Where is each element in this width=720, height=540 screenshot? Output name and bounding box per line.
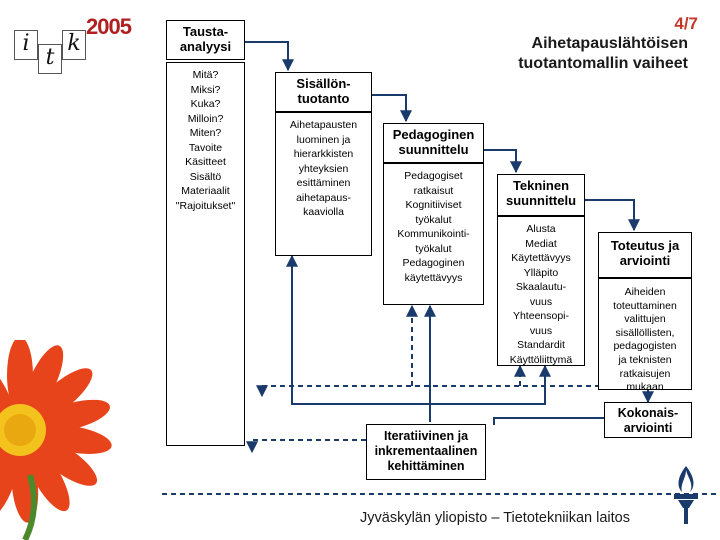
iterative-line-2: inkrementaalinen bbox=[374, 444, 478, 458]
list-item: kaaviolla bbox=[303, 206, 344, 218]
arrow-tekninen-to-toteutus bbox=[585, 200, 634, 230]
list-item: Mitä? bbox=[192, 69, 219, 81]
page-title-line-2: tuotantomallin vaiheet bbox=[518, 55, 688, 72]
list-item: työkalut bbox=[415, 213, 452, 226]
university-torch-logo bbox=[668, 464, 704, 526]
phase-sisallon-header-line-2: tuotanto bbox=[297, 91, 350, 106]
list-item: Milloin? bbox=[187, 112, 224, 125]
list-item: vuus bbox=[529, 324, 553, 337]
phase-pedagoginen-header bbox=[383, 123, 484, 163]
list-item: Yhteensopi- bbox=[512, 310, 570, 322]
page-title-line-1: Aihetapauslähtöisen bbox=[531, 35, 688, 52]
arrow-sisallon-to-pedagoginen bbox=[372, 95, 406, 121]
list-item: Miksi? bbox=[190, 83, 221, 96]
list-item: luominen ja bbox=[296, 133, 351, 146]
list-item: pedagogisten bbox=[613, 340, 677, 353]
phase-tausta-items bbox=[166, 62, 245, 446]
list-item: Mediat bbox=[525, 237, 557, 250]
iterative-line-1: Iteratiivinen ja bbox=[383, 429, 469, 443]
list-item: Aihetapausten bbox=[289, 119, 358, 131]
list-item: Materiaalit bbox=[181, 185, 230, 197]
flower-image bbox=[0, 340, 160, 540]
list-item: Kognitiiviset bbox=[405, 199, 462, 211]
list-item: Kuka? bbox=[190, 98, 221, 110]
phase-tekninen-items bbox=[497, 216, 585, 366]
final-evaluation-line-2: arviointi bbox=[623, 421, 673, 435]
logo-letter-k: k bbox=[62, 30, 86, 60]
iterative-line-3: kehittäminen bbox=[387, 459, 465, 473]
list-item: ratkaisujen bbox=[619, 367, 671, 380]
arrow-pedagoginen-to-tekninen bbox=[484, 150, 516, 172]
logo-letter-i: i bbox=[14, 30, 38, 60]
phase-tausta-header bbox=[166, 20, 245, 60]
logo-year: 2005 bbox=[86, 14, 131, 39]
phase-tausta-header-line-1: Tausta- bbox=[182, 24, 229, 39]
phase-tausta-header-line-2: analyysi bbox=[179, 39, 232, 54]
phase-tekninen-header-line-2: suunnittelu bbox=[505, 193, 577, 208]
list-item: "Rajoitukset" bbox=[175, 199, 236, 212]
list-item: esittäminen bbox=[296, 177, 351, 189]
list-item: Käytettävyys bbox=[511, 252, 571, 264]
phase-tekninen-header bbox=[497, 174, 585, 216]
footer-text: Jyväskylän yliopisto – Tietotekniikan laitos bbox=[360, 510, 630, 526]
phase-sisallon-header bbox=[275, 72, 372, 112]
list-item: Aiheiden bbox=[624, 286, 666, 298]
arrow-kokonais-to-iteratiivinen bbox=[494, 418, 604, 425]
arrow-tausta-to-sisallon bbox=[244, 42, 288, 70]
phase-toteutus-header bbox=[598, 232, 692, 278]
phase-pedagoginen-header-line-1: Pedagoginen bbox=[392, 127, 475, 142]
list-item: Pedagogiset bbox=[404, 170, 463, 182]
list-item: Pedagoginen bbox=[402, 257, 465, 269]
phase-toteutus-header-line-1: Toteutus ja bbox=[610, 238, 680, 253]
list-item: aihetapaus- bbox=[296, 191, 351, 204]
phase-toteutus-items bbox=[598, 278, 692, 394]
list-item: toteuttaminen bbox=[613, 299, 677, 312]
phase-sisallon-items bbox=[275, 112, 372, 256]
list-item: vuus bbox=[529, 295, 553, 308]
list-item: Tavoite bbox=[188, 141, 223, 154]
feedback-line-dashed-2 bbox=[252, 440, 366, 452]
phase-pedagoginen-header-line-2: suunnittelu bbox=[398, 142, 469, 157]
list-item: hierarkkisten bbox=[293, 148, 354, 160]
final-evaluation-box bbox=[604, 402, 692, 438]
list-item: ratkaisut bbox=[413, 184, 454, 197]
logo-letter-t: t bbox=[38, 44, 62, 74]
list-item: työkalut bbox=[415, 242, 452, 255]
list-item: käytettävyys bbox=[404, 271, 463, 284]
list-item: sisällöllisten, bbox=[615, 326, 675, 339]
list-item: yhteyksien bbox=[298, 162, 349, 175]
list-item: Standardit bbox=[517, 339, 565, 351]
list-item: Miten? bbox=[189, 127, 222, 139]
iterative-development-box bbox=[366, 424, 486, 480]
phase-pedagoginen-items bbox=[383, 163, 484, 305]
list-item: Alusta bbox=[526, 223, 556, 235]
final-evaluation-line-1: Kokonais- bbox=[617, 406, 679, 420]
list-item: ja teknisten bbox=[618, 353, 672, 366]
phase-tekninen-header-line-1: Tekninen bbox=[512, 178, 570, 193]
phase-toteutus-header-line-2: arviointi bbox=[619, 253, 671, 268]
list-item: Kommunikointi- bbox=[397, 228, 470, 240]
list-item: Sisältö bbox=[189, 170, 222, 183]
list-item: Skaalautu- bbox=[515, 281, 567, 293]
list-item: mukaan bbox=[626, 381, 664, 394]
list-item: Käsitteet bbox=[185, 156, 226, 168]
phase-sisallon-header-line-1: Sisällön- bbox=[296, 76, 351, 91]
list-item: valittujen bbox=[624, 313, 666, 326]
page-number: 4/7 bbox=[674, 14, 698, 33]
list-item: Käyttöliittymä bbox=[509, 353, 573, 366]
list-item: Ylläpito bbox=[523, 266, 559, 279]
